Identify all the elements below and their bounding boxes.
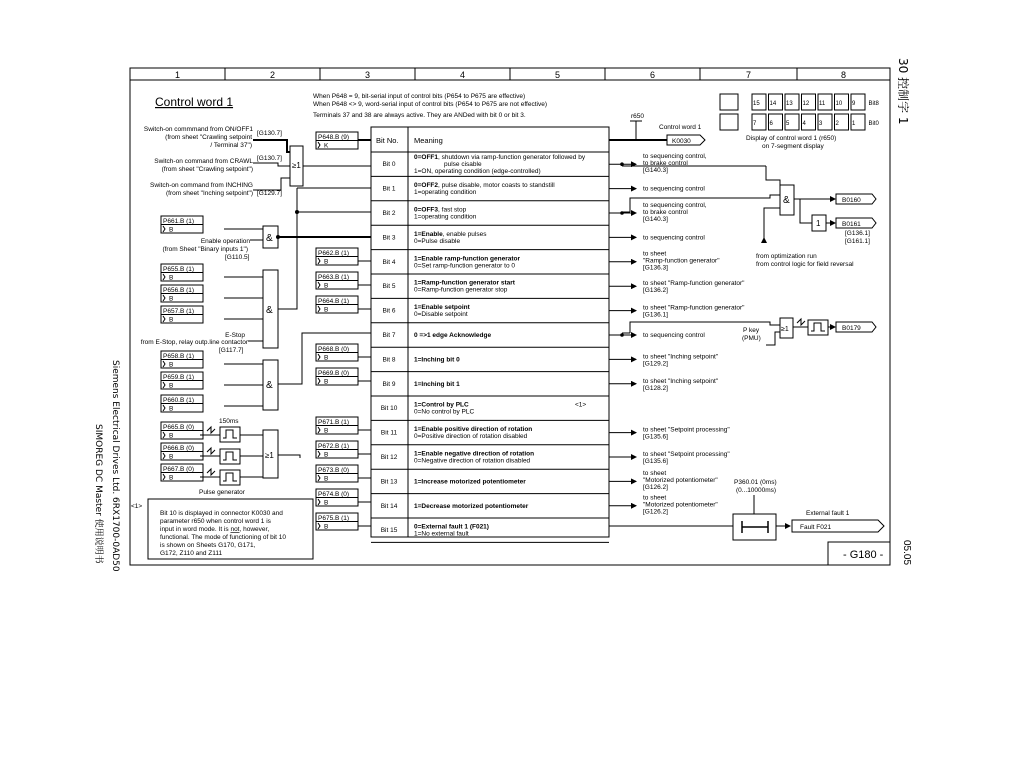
- segment-label: 2: [835, 121, 839, 127]
- timer-label: 150ms: [219, 418, 239, 425]
- param-box: P656.B (1): [163, 287, 195, 294]
- terminal-note: Terminals 37 and 38 are always active. They are ANDed with bit 0 or bit 3.: [313, 112, 526, 119]
- bit-label: Bit 0: [382, 161, 396, 169]
- output-label: to sheet: [643, 250, 667, 258]
- pkey-label-1: P key: [743, 327, 760, 334]
- onoff-label-2: (from sheet "Crawling setpoint: [165, 134, 252, 141]
- output-targets: [609, 153, 745, 516]
- param-box-value: B: [324, 427, 329, 435]
- param-box: P664.B (1): [318, 298, 350, 305]
- param-box: P660.B (1): [163, 397, 195, 404]
- r650-label: r650: [631, 113, 645, 120]
- p360-label-2: (0...10000ms): [736, 487, 777, 494]
- bit-label: Bit 2: [382, 210, 396, 217]
- param-box: P648.B (9): [318, 134, 350, 141]
- segment-label: 10: [835, 101, 843, 107]
- output-label: [G136.1]: [643, 311, 668, 319]
- inch-ref: [G129.7]: [257, 190, 282, 197]
- bit-label: Bit 9: [382, 380, 396, 388]
- segment-label: 4: [802, 121, 806, 127]
- bit-meaning: 1=Enable setpoint: [414, 304, 470, 312]
- output-label: [G140.3]: [643, 167, 668, 174]
- bit-meaning: 1=Increase motorized potentiometer: [414, 478, 526, 486]
- crawl-label-2: (from sheet "Crawling setpoint"): [161, 166, 253, 173]
- side-company-left: Siemens Electrical Drives Ltd. 6RX1700-0AD50: [110, 360, 120, 572]
- param-box-value: B: [324, 378, 329, 386]
- bit-meaning-line: 1=No external fault: [414, 530, 469, 538]
- param-box: P673.B (0): [318, 467, 350, 474]
- p360-label-1: P360.01 (0ms): [734, 479, 777, 486]
- footnote-mark: <1>: [575, 401, 587, 409]
- output-label: to sheet "Setpoint processing": [643, 451, 730, 458]
- bit-label: Bit 7: [382, 332, 396, 339]
- output-label: [G126.2]: [643, 508, 668, 516]
- param-box-value: B: [169, 474, 174, 482]
- pkey-label-2: (PMU): [742, 335, 761, 342]
- bit-meaning: 1=Enable ramp-function generator: [414, 255, 521, 263]
- table-header-meaning: Meaning: [414, 136, 443, 145]
- param-box-value: B: [324, 523, 329, 531]
- param-box: P657.B (1): [163, 308, 195, 315]
- output-label: to sheet "Inching setpoint": [643, 353, 719, 361]
- note-mark: <1>: [131, 503, 143, 510]
- left-input-labels: [141, 126, 254, 346]
- header-note-1: When P648 = 9, bit-serial input of control bits (P654 to P675 are effective): [313, 93, 526, 100]
- param-box-value: B: [169, 382, 174, 390]
- ext-fault-label: External fault 1: [806, 510, 850, 517]
- param-box-value: B: [324, 499, 329, 507]
- output-label: to sequencing control,: [643, 153, 707, 160]
- column-header: [175, 68, 846, 80]
- bit-meaning-line: 0=Disable setpoint: [414, 311, 468, 319]
- segment-label: 12: [802, 101, 810, 107]
- segment-label: Bit8: [868, 101, 879, 107]
- bit-meaning: 1=Enable, enable pulses: [414, 230, 487, 238]
- enable-label-1: Enable operation: [200, 238, 250, 245]
- and-gate-right-label: &: [783, 195, 790, 206]
- output-label: [G135.6]: [643, 433, 668, 441]
- segment-label: 15: [753, 101, 760, 107]
- bit-label: Bit 8: [382, 356, 396, 364]
- display-label-2: on 7-segment display: [762, 143, 824, 150]
- column-number: 1: [174, 70, 181, 80]
- mid-parameters: [316, 132, 358, 531]
- param-box: P658.B (1): [163, 353, 195, 360]
- onoff-label-1: Switch-on commmand from ON/OFF1: [143, 126, 253, 133]
- bit-meaning: 1=Inching bit 1: [414, 380, 460, 388]
- table-header-bit: Bit No.: [376, 136, 399, 145]
- segment-label: 1: [852, 121, 856, 127]
- param-box: P655.B (1): [163, 266, 195, 273]
- output-label: to brake control: [643, 208, 688, 216]
- note-line-3: input in word mode. It is not, however,: [160, 526, 270, 533]
- bit-meaning: 1=Decrease motorized potentiometer: [414, 502, 529, 510]
- bit-meaning: 0=External fault 1 (F021): [414, 523, 489, 531]
- output-label: to sheet "Inching setpoint": [643, 377, 719, 385]
- bit-meaning-line: 0=Pulse disable: [414, 237, 461, 245]
- param-box: P671.B (1): [318, 419, 350, 426]
- page-title: Control word 1: [155, 95, 234, 109]
- control-word-label: Control word 1: [659, 124, 702, 131]
- param-box-value: B: [324, 258, 329, 266]
- param-box-value: B: [169, 226, 174, 234]
- segment-label: 3: [819, 121, 823, 127]
- table-rows: [371, 152, 609, 542]
- bit-meaning-line: 0=Ramp-function generator stop: [414, 286, 508, 294]
- param-box: P663.B (1): [318, 274, 350, 281]
- output-label: "Motorized potentiometer": [643, 501, 718, 509]
- output-label: "Motorized potentiometer": [643, 477, 718, 485]
- enable-label-2: (from Sheet "Binary inputs 1"): [162, 246, 248, 253]
- param-box-value: B: [324, 306, 329, 314]
- bit-label: Bit 5: [382, 283, 396, 291]
- note-line-4: functional. The mode of functioning of bit 10: [160, 534, 286, 541]
- onoff-label-3: / Terminal 37"): [210, 142, 252, 149]
- param-box-value: B: [169, 274, 174, 282]
- segment-label: 7: [753, 121, 757, 127]
- note-line-5: is shown on Sheets G170, G171,: [160, 542, 256, 549]
- left-parameters: [161, 216, 203, 482]
- output-label: [G135.6]: [643, 458, 668, 465]
- optim-label-2: from control logic for field reversal: [756, 261, 854, 268]
- crawl-ref: [G130.7]: [257, 155, 282, 162]
- bit-meaning-line: 0=Negative direction of rotation disabled: [414, 457, 531, 465]
- param-box: P662.B (1): [318, 250, 350, 257]
- bit-meaning-line: 1=operating condition: [414, 189, 477, 197]
- output-label: [G128.2]: [643, 384, 668, 392]
- inch-label-2: (from sheet "Inching setpoint"): [166, 190, 253, 197]
- param-box-value: B: [324, 282, 329, 290]
- bit-meaning: 0=OFF1, shutdown via ramp-function generator followed by: [414, 154, 586, 161]
- output-label: to sheet: [643, 470, 667, 478]
- param-box: P674.B (0): [318, 491, 350, 498]
- b0179-text: B0179: [842, 325, 861, 332]
- param-box-value: B: [169, 361, 174, 369]
- estop-label-2: from E-Stop, relay outp.line contactor: [140, 339, 248, 346]
- output-label: to sheet "Ramp-function generator": [643, 304, 745, 312]
- onoff-ref: [G130.7]: [257, 130, 282, 137]
- ref-g1361: [G136.1]: [845, 230, 870, 237]
- param-box-value: B: [169, 453, 174, 461]
- param-box: P675.B (1): [318, 515, 350, 522]
- output-label: [G136.2]: [643, 287, 668, 295]
- or-gate-on-label: ≥1: [292, 161, 301, 170]
- param-box-value: B: [169, 316, 174, 324]
- bit-meaning-line: 0=No control by PLC: [414, 408, 475, 416]
- param-box-value: B: [169, 295, 174, 303]
- param-box-value: K: [324, 142, 329, 150]
- bit-meaning: 0=OFF2, pulse disable, motor coasts to standstill: [414, 182, 555, 190]
- pulse-gen-label: Pulse generator: [199, 489, 245, 496]
- or-gate-pulse-label: ≥1: [265, 451, 274, 460]
- column-number: 2: [269, 70, 276, 80]
- inch-label-1: Switch-on command from INCHING: [150, 182, 253, 189]
- output-label: to sequencing control: [643, 185, 705, 193]
- segment-label: 9: [852, 101, 856, 107]
- header-note-2: When P648 <> 9, word-serial input of control bits (P654 to P675 are not effective): [313, 101, 548, 108]
- estop-ref: [G117.7]: [219, 347, 244, 354]
- output-label: [G136.3]: [643, 264, 668, 272]
- bit-meaning: 1=Control by PLC: [414, 401, 469, 409]
- side-title-right: 30 控制字 1: [896, 58, 910, 125]
- note-line-2: parameter r650 when control word 1 is: [160, 518, 271, 525]
- output-label: to sequencing control: [643, 332, 705, 339]
- segment-label: 11: [819, 101, 826, 107]
- side-version-right: 05.05: [901, 540, 912, 566]
- param-box: P672.B (1): [318, 443, 350, 450]
- output-label: to brake control: [643, 160, 688, 167]
- bit-label: Bit 13: [380, 478, 398, 486]
- bit-meaning: 1=Enable positive direction of rotation: [414, 426, 533, 434]
- ref-g1611: [G161.1]: [845, 238, 870, 245]
- optim-label-1: from optimization run: [756, 253, 817, 260]
- bit-label: Bit 14: [380, 502, 398, 510]
- bit-label: Bit 4: [382, 258, 396, 266]
- seven-segment-display: [720, 94, 880, 130]
- bit-meaning-line: 1=ON, operating condition (edge-controlled): [414, 168, 541, 175]
- fault-f021-text: Fault F021: [800, 524, 832, 531]
- bit-meaning: 0 =>1 edge Acknowledge: [414, 332, 492, 339]
- param-box: P665.B (0): [163, 424, 195, 431]
- param-box: P667.B (0): [163, 466, 195, 473]
- pulse-generators: [200, 427, 240, 485]
- output-label: to sheet "Ramp-function generator": [643, 280, 745, 288]
- output-label: to sheet: [643, 494, 667, 502]
- column-number: 4: [459, 70, 466, 80]
- column-number: 7: [745, 70, 752, 80]
- bit-label: Bit 11: [380, 429, 398, 437]
- bit-meaning: 1=Enable negative direction of rotation: [414, 450, 535, 458]
- param-box-value: B: [169, 405, 174, 413]
- param-box-value: B: [324, 354, 329, 362]
- side-product-left: SIMOREG DC Master 使用说明书: [93, 424, 103, 564]
- bit-label: Bit 12: [380, 454, 398, 461]
- bit-meaning: 0=OFF3, fast stop: [414, 206, 467, 214]
- bit-meaning-line: 0=Set ramp-function generator to 0: [414, 262, 515, 270]
- sheet-number: - G180 -: [843, 549, 884, 561]
- segment-label: 6: [769, 121, 773, 127]
- b0161-text: B0161: [842, 221, 861, 228]
- param-box: P668.B (0): [318, 346, 350, 353]
- column-number: 5: [554, 70, 561, 80]
- and-gate-estop-label: &: [266, 305, 273, 316]
- and-gate-enable-label: &: [266, 233, 273, 244]
- output-label: [G129.2]: [643, 360, 668, 368]
- note-line-1: Bit 10 is displayed in connector K0030 and: [160, 510, 283, 517]
- k0030-text: K0030: [672, 138, 691, 145]
- enable-ref: [G110.5]: [225, 254, 250, 261]
- column-number: 8: [840, 70, 847, 80]
- display-label-1: Display of control word 1 (r650): [746, 135, 837, 142]
- param-box-value: B: [324, 451, 329, 459]
- bit-label: Bit 6: [382, 307, 396, 315]
- param-box-value: B: [324, 475, 329, 483]
- segment-label: 14: [769, 101, 777, 107]
- note-line-6: G172, Z110 and Z111: [160, 550, 223, 557]
- segment-label: Bit0: [868, 121, 879, 127]
- output-label: [G140.3]: [643, 215, 668, 223]
- output-label: to sequencing control,: [643, 201, 707, 209]
- column-number: 6: [649, 70, 656, 80]
- param-box: P666.B (0): [163, 445, 195, 452]
- param-box: P669.B (0): [318, 370, 350, 377]
- not-gate-label: 1: [816, 219, 821, 228]
- param-box-value: B: [169, 432, 174, 440]
- bit-meaning-line: pulse cisable: [444, 161, 482, 168]
- and-gate-jog-label: &: [266, 380, 273, 391]
- output-label: to sequencing control: [643, 234, 705, 242]
- output-label: "Ramp-function generator": [643, 257, 720, 265]
- output-label: to sheet "Setpoint processing": [643, 426, 730, 434]
- bit-label: Bit 10: [380, 405, 398, 413]
- estop-label-1: E-Stop: [225, 332, 245, 339]
- crawl-label-1: Switch-on command from CRAWL: [154, 158, 253, 165]
- column-number: 3: [364, 70, 371, 80]
- bit-meaning: 1=Inching bit 0: [414, 356, 460, 364]
- bit-meaning-line: 0=Positive direction of rotation disabled: [414, 433, 528, 441]
- b0160-text: B0160: [842, 197, 861, 204]
- bit-meaning: 1=Ramp-function generator start: [414, 279, 515, 287]
- segment-label: 13: [786, 101, 793, 107]
- bit-label: Bit 15: [380, 527, 398, 535]
- bit-label: Bit 1: [382, 185, 396, 193]
- bit-meaning-line: 1=operating condition: [414, 213, 477, 221]
- segment-label: 5: [786, 121, 790, 127]
- or-gate-ack-label: ≥1: [781, 326, 789, 333]
- param-box: P661.B (1): [163, 218, 195, 225]
- param-box: P659.B (1): [163, 374, 195, 381]
- output-label: [G126.2]: [643, 484, 668, 492]
- bit-label: Bit 3: [382, 234, 396, 242]
